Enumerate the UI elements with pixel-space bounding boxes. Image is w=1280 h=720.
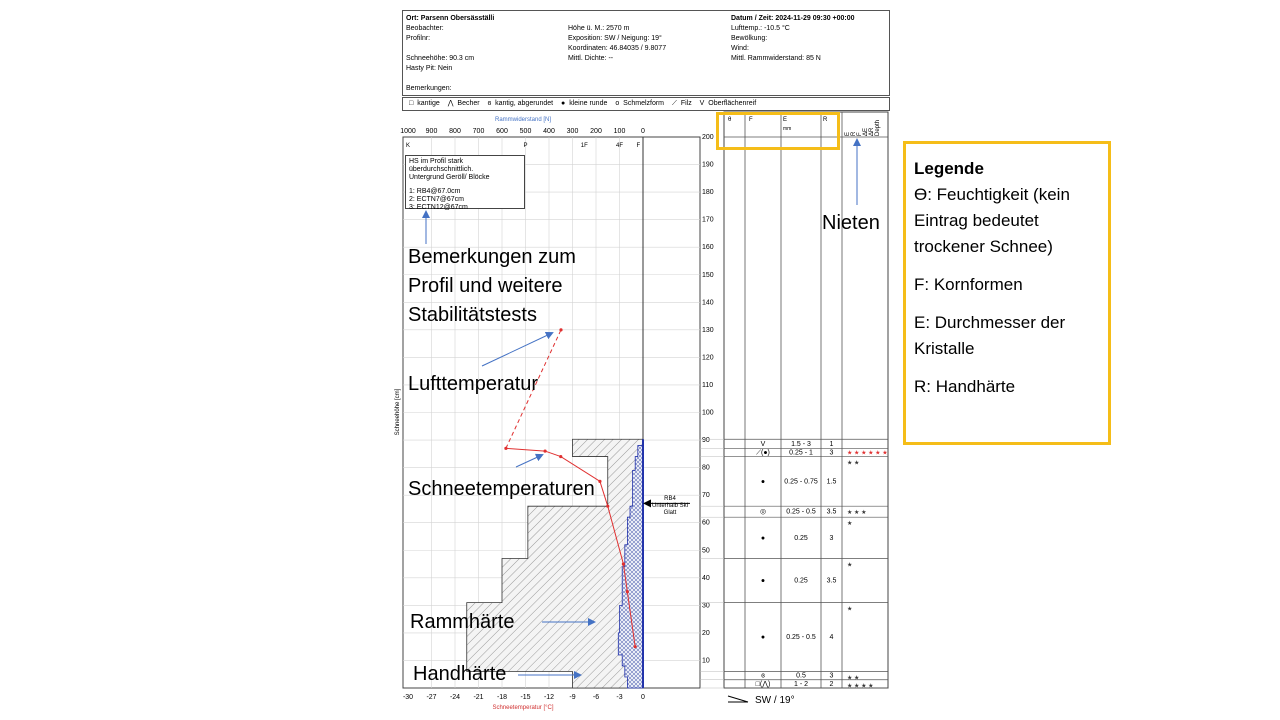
legend-theta-line: trockener Schnee) [914, 237, 1053, 256]
remark-line: 3: ECTN12@67cm [409, 204, 468, 211]
table-cell-stars: ★ ★ ★ ★ [847, 683, 874, 690]
top-tick-label: 0 [641, 128, 645, 135]
top-tick-label: 100 [613, 128, 626, 135]
y-tick-label: 90 [702, 437, 710, 445]
circle-icon: o [615, 100, 620, 107]
legend-theta-line: Eintrag bedeutet [914, 211, 1039, 230]
legend-kantig-abgerundet: kantig, abgerundet [495, 100, 554, 107]
annotation-snow-temp: Schneetemperaturen [408, 478, 595, 500]
legend-f: F: Kornformen [914, 275, 1023, 294]
remark-line: 1: RB4@67.0cm [409, 188, 461, 195]
snow-temp-point [504, 447, 507, 450]
annotation-line: Bemerkungen zum [408, 246, 576, 268]
y-tick-label: 150 [702, 271, 714, 279]
remark-line: 2: ECTN7@67cm [409, 196, 464, 203]
table-cell-r: 3.5 [826, 508, 837, 516]
mean-density: Mittl. Dichte: -- [568, 55, 614, 62]
annotation-line: Stabilitätstests [408, 304, 537, 326]
table-cell-f: V [760, 440, 766, 448]
table-cell-f: ● [760, 534, 766, 542]
legend-kleine-runde: kleine runde [569, 100, 608, 107]
rounded-square-icon: ɞ [487, 100, 492, 107]
coordinates: Koordinaten: 46.84035 / 9.8077 [568, 45, 667, 52]
bottom-axis-title: Schneetemperatur [°C] [492, 705, 554, 711]
annotation-line: Profil und weitere [408, 275, 563, 297]
rb-label-line: RB4 [664, 496, 676, 502]
top-tick-label: 300 [566, 128, 579, 135]
exposition: Exposition: SW / Neigung: 19° [568, 35, 662, 42]
table-cell-stars: ★ ★ ★ ★ ★ ★ [847, 450, 888, 457]
table-cell-e: 1.5 - 3 [791, 440, 811, 448]
slash-icon: ⟋ [671, 100, 677, 107]
hardness-tick-label: K [405, 143, 411, 149]
date-time: Datum / Zeit: 2024-11-29 09:30 +00:00 [731, 15, 855, 22]
bottom-tick-label: -12 [543, 694, 555, 701]
y-tick-label: 130 [702, 326, 714, 334]
header-rotated: R [851, 131, 857, 136]
y-tick-label: 80 [702, 464, 710, 472]
profile-number: Profilnr: [406, 35, 431, 42]
y-tick-label: 180 [702, 189, 714, 197]
header-r: R [823, 117, 828, 123]
legend-title: Legende [914, 159, 984, 178]
legend-becher: Becher [457, 100, 480, 107]
square-icon: □ [409, 100, 414, 107]
caret-icon: ⋀ [447, 100, 454, 107]
table-cell-stars: ★ ★ [847, 675, 860, 682]
remarks-box [405, 155, 525, 209]
table-cell-f: ◎ [759, 508, 767, 516]
table-header-highlight [716, 112, 840, 150]
observer: Beobachter: [406, 25, 444, 32]
table-cell-stars: ★ [847, 521, 853, 528]
dot-icon: ● [561, 100, 566, 107]
table-frame [724, 112, 888, 688]
hardness-tick-label: 1F [580, 143, 588, 149]
top-tick-label: 200 [590, 128, 602, 135]
table-cell-r: 3.5 [826, 577, 837, 585]
location: Ort: Parsenn Obersäsställi [406, 15, 495, 22]
annotation-remarks [408, 243, 576, 330]
table-cell-r: 3 [829, 449, 834, 457]
y-tick-label: 30 [702, 602, 710, 610]
bottom-tick-label: -30 [402, 694, 414, 701]
header-rotated: E [845, 131, 851, 136]
air-temp: Lufttemp.: -10.5 °C [731, 25, 790, 32]
hardness-tick-label: P [523, 143, 528, 149]
top-tick-label: 800 [449, 128, 461, 135]
rb-label-line: Unterhalb Ski [651, 503, 689, 509]
legend-r: R: Handhärte [914, 377, 1016, 396]
layer-table [700, 112, 888, 702]
mean-ram-resistance: Mittl. Rammwiderstand: 85 N [731, 55, 821, 62]
legend-theta-line: Ɵ: Feuchtigkeit (kein [914, 185, 1070, 204]
top-axis-title: Rammwiderstand [N] [494, 117, 552, 123]
table-cell-f: ● [760, 577, 766, 585]
y-tick-label: 110 [702, 381, 714, 389]
top-tick-label: 500 [519, 128, 532, 135]
snow-temp-point [559, 455, 562, 458]
y-tick-label: 120 [702, 354, 714, 362]
y-tick-label: 190 [702, 161, 714, 169]
hardness-tick-label: F [636, 143, 641, 149]
y-tick-label: 40 [702, 574, 710, 582]
header-f: F [749, 117, 753, 123]
legend-e-line: Kristalle [914, 339, 975, 358]
bottom-tick-label: -24 [449, 694, 461, 701]
header-theta: θ [728, 117, 732, 123]
cloud-cover: Bewölkung: [731, 35, 768, 42]
snow-temp-point [606, 505, 609, 508]
header-rotated: Depth [875, 119, 881, 136]
table-cell-stars: ★ ★ [847, 460, 860, 467]
table-cell-e: 0.25 - 0.5 [786, 508, 816, 516]
remarks-label: Bemerkungen: [406, 85, 452, 92]
top-tick-label: 700 [472, 128, 485, 135]
bottom-tick-label: -6 [592, 694, 600, 701]
y-tick-label: 200 [702, 134, 714, 141]
bottom-tick-label: -3 [616, 694, 623, 701]
header-rotated: ΔE [863, 127, 869, 136]
table-cell-stars: ★ [847, 606, 853, 613]
rb-label [650, 496, 690, 517]
snow-temp-point [543, 449, 546, 452]
legend-e-line: E: Durchmesser der [914, 313, 1066, 332]
snow-temp-point [598, 480, 601, 483]
remark-line: HS im Profil stark überdurchschnittlich. [409, 158, 474, 173]
table-cell-e: 0.25 - 1 [789, 449, 813, 457]
y-tick-label: 20 [702, 629, 710, 637]
table-cell-e: 0.25 - 0.75 [784, 478, 818, 486]
table-cell-stars: ★ ★ ★ [847, 510, 867, 517]
table-cell-f: ⟋(●) [756, 449, 770, 457]
legend-schmelzform: Schmelzform [623, 100, 665, 107]
table-cell-r: 3 [829, 672, 834, 680]
bottom-tick-label: -21 [473, 694, 484, 701]
v-icon: V [699, 100, 705, 107]
y-tick-label: 100 [702, 409, 714, 417]
y-tick-label: 170 [702, 216, 714, 224]
table-cell-r: 1 [829, 440, 834, 448]
annotation-ram-hardness: Rammhärte [410, 611, 515, 633]
wind: Wind: [731, 45, 749, 52]
top-tick-label: 1000 [400, 128, 416, 135]
snow-depth: Schneehöhe: 90.3 cm [406, 55, 475, 62]
annotation-air-temp: Lufttemperatur [408, 373, 539, 395]
table-cell-f: ● [760, 478, 766, 486]
top-tick-label: 400 [543, 128, 555, 135]
table-cell-r: 3 [829, 534, 834, 542]
legend-kantige: kantige [417, 100, 440, 107]
table-cell-e: 0.25 [794, 534, 808, 542]
legend-box [903, 141, 1111, 445]
annotation-nieten: Nieten [822, 212, 880, 234]
top-tick-label: 900 [425, 128, 438, 135]
snow-temp-point [622, 562, 625, 565]
y-tick-label: 10 [702, 657, 710, 665]
legend-filz: Filz [680, 100, 692, 107]
table-cell-f: ● [760, 634, 766, 642]
table-cell-e: 0.5 [796, 672, 806, 680]
bottom-tick-label: -9 [569, 694, 576, 701]
remark-line: Untergrund Geröll/ Blöcke [409, 174, 490, 181]
bottom-tick-label: -18 [496, 694, 508, 701]
annotation-hand-hardness: Handhärte [413, 663, 507, 685]
table-cell-r: 1.5 [826, 478, 837, 486]
legend-oberflaechenreif: Oberflächenreif [708, 100, 757, 107]
table-cell-stars: ★ [847, 562, 853, 569]
rb-label-line: Glatt [663, 510, 677, 516]
table-cell-e: 0.25 [794, 577, 808, 585]
snow-temp-point [626, 590, 629, 593]
header-e: E [783, 117, 788, 123]
y-tick-label: 70 [702, 492, 710, 500]
hasty-pit: Hasty Pit: Nein [406, 65, 453, 72]
y-axis-title: Schneehöhe [cm] [395, 388, 401, 436]
table-cell-r: 4 [829, 634, 834, 642]
header-rotated: F [857, 132, 863, 136]
table-cell-e: 0.25 - 0.5 [786, 634, 816, 642]
hardness-tick-label: 4F [615, 143, 624, 149]
orientation-label: SW / 19° [755, 695, 795, 706]
slope-icon [728, 696, 748, 702]
snow-temp-point [634, 645, 637, 648]
table-cell-e: 1 - 2 [793, 680, 809, 688]
table-cell-f: ɞ [761, 672, 765, 680]
y-tick-label: 160 [702, 244, 714, 252]
bottom-tick-label: -15 [520, 694, 531, 701]
altitude: Höhe ü. M.: 2570 m [568, 25, 630, 32]
table-cell-f: □(⋀) [755, 680, 771, 688]
y-tick-label: 60 [702, 519, 710, 527]
header-e-unit: mm [783, 126, 792, 132]
y-tick-label: 50 [702, 547, 710, 555]
bottom-tick-label: 0 [641, 694, 645, 701]
y-tick-label: 140 [702, 299, 714, 307]
header-rotated: ΔR [869, 127, 875, 136]
top-tick-label: 600 [496, 128, 508, 135]
bottom-tick-label: -27 [426, 694, 437, 701]
table-cell-r: 2 [829, 680, 834, 688]
